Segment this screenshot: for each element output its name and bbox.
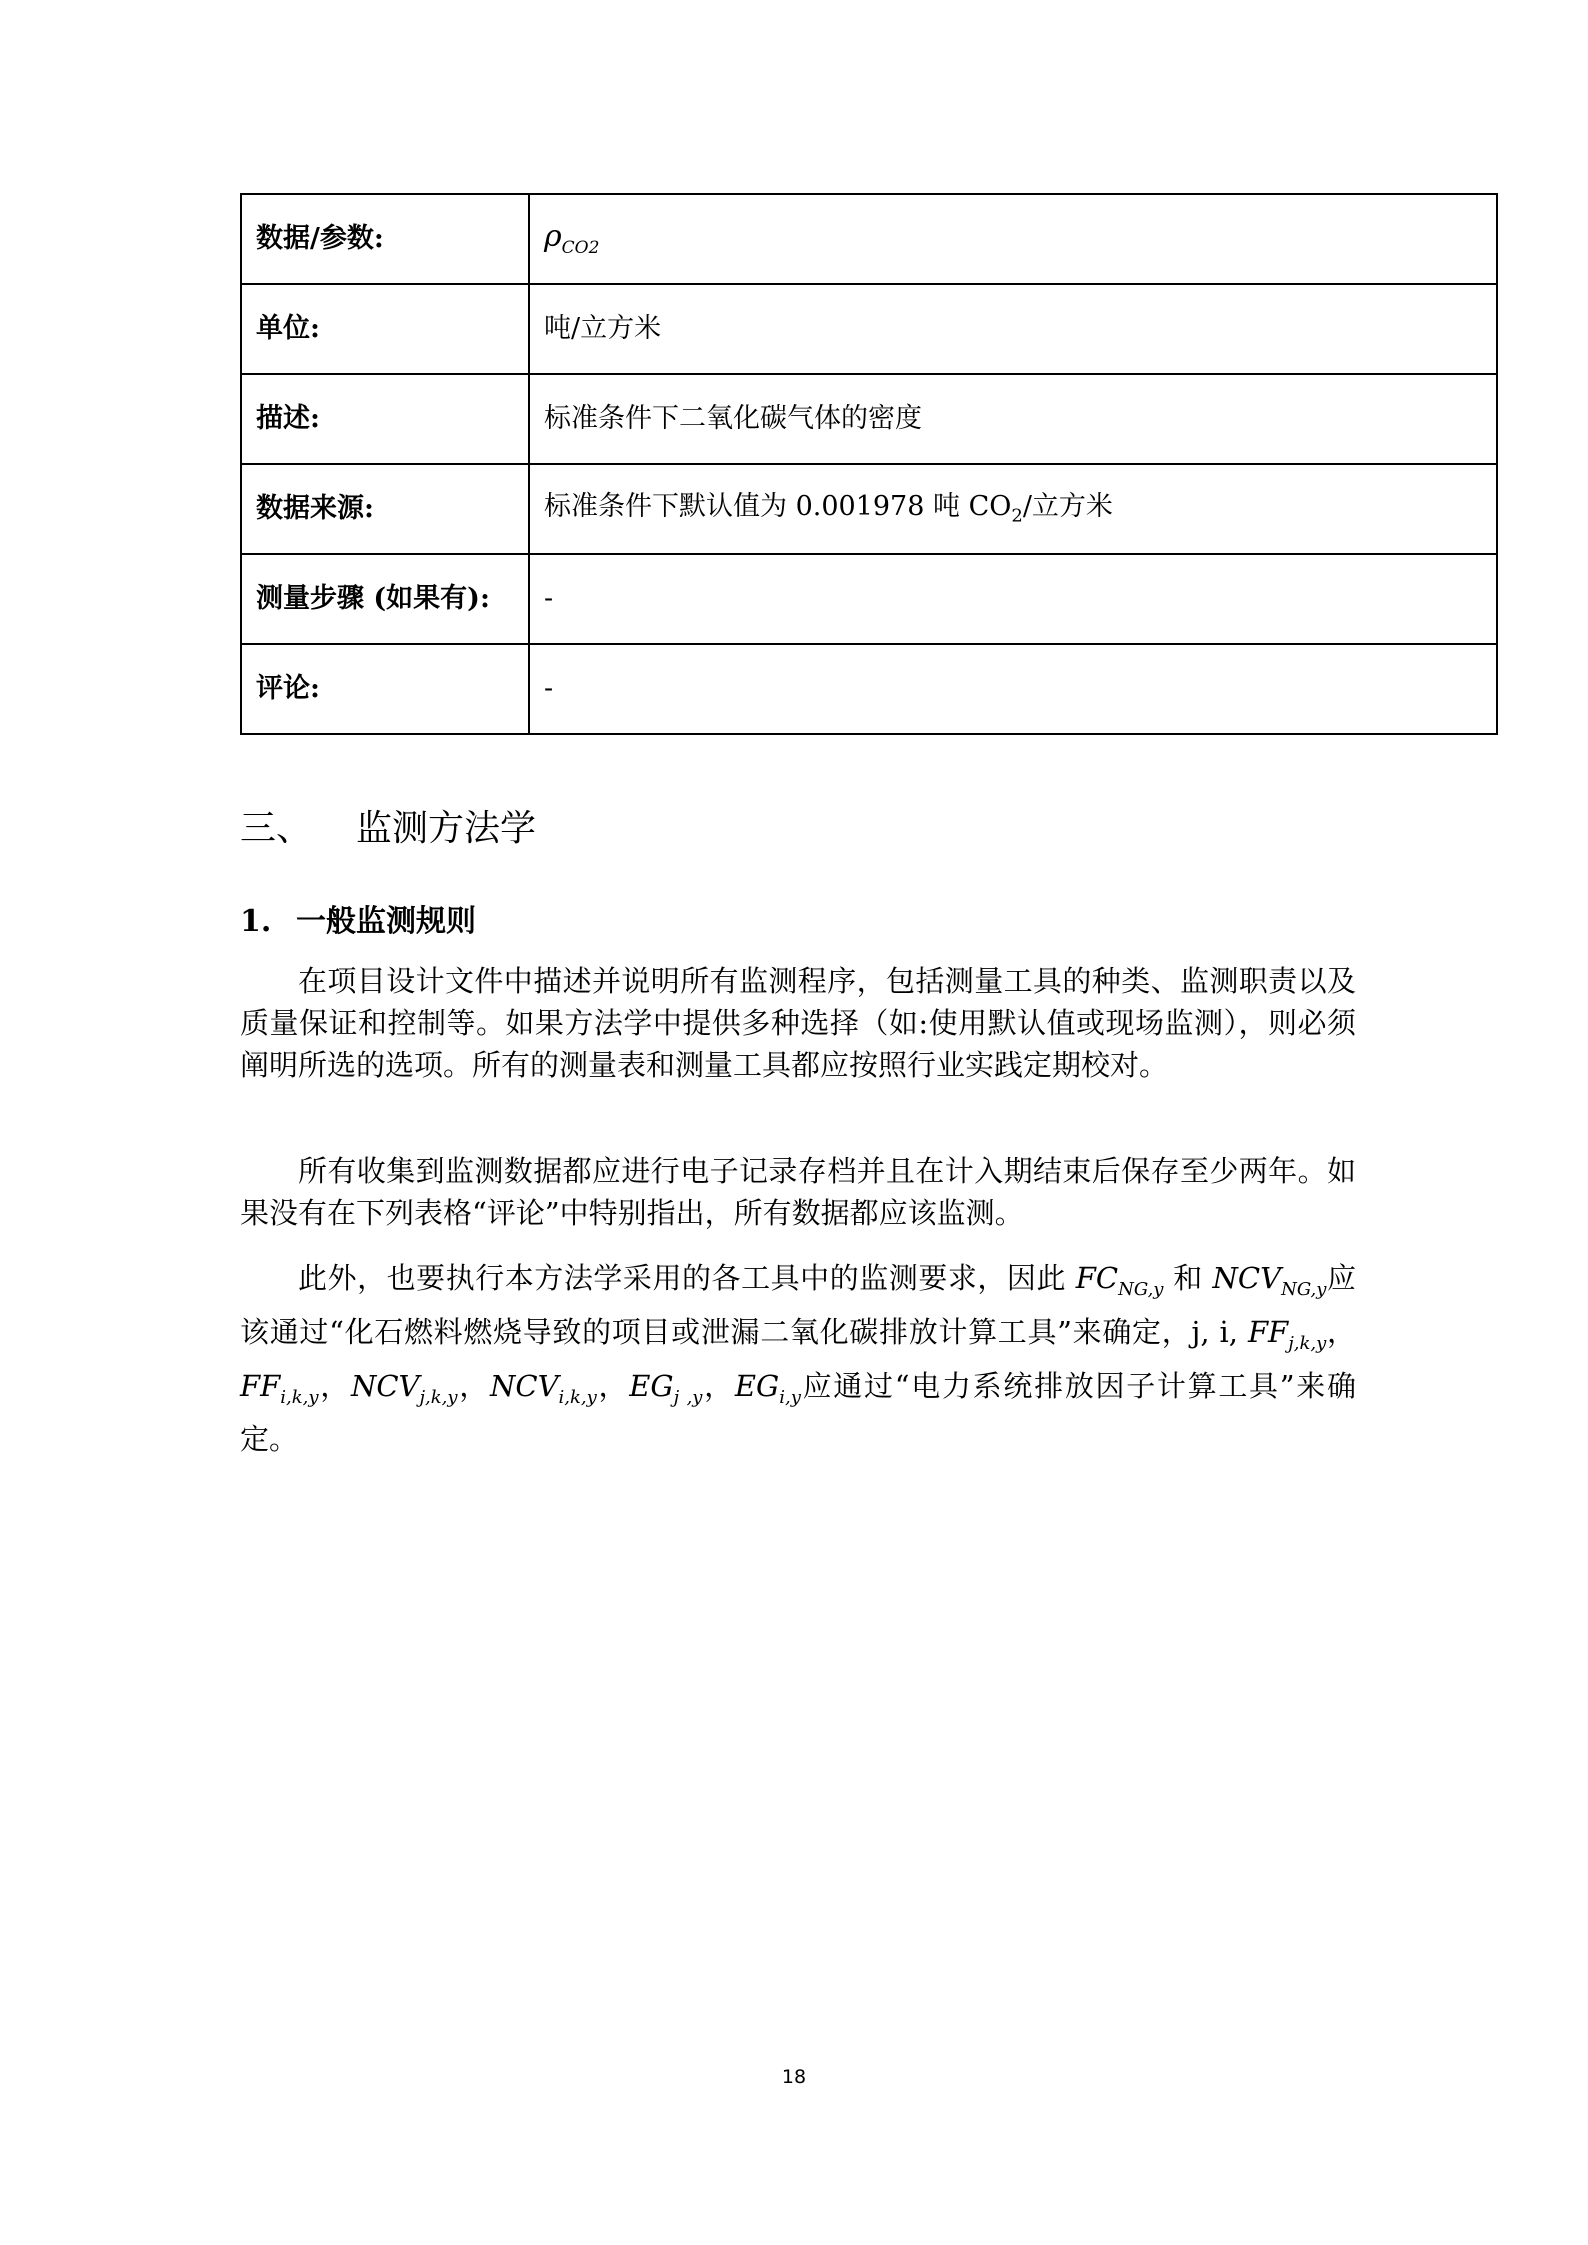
row-label: 评论: [241, 644, 529, 734]
row-value: 标准条件下二氧化碳气体的密度 [529, 374, 1497, 464]
row-label: 单位: [241, 284, 529, 374]
table-row [241, 644, 1497, 734]
row-value: - [529, 554, 1497, 644]
parameter-table [240, 193, 1498, 735]
paragraph-2: 所有收集到监测数据都应进行电子记录存档并且在计入期结束后保存至少两年。如果没有在下列表格“评论”中特别指出，所有数据都应该监测。 [240, 1154, 1356, 1230]
row-value: 标准条件下默认值为 0.001978 吨 $CO_2/$立方米 [529, 464, 1497, 554]
subsection-number: 1. [240, 904, 272, 939]
row-label: 测量步骤 (如果有): [241, 554, 529, 644]
page-number: 18 [781, 2066, 807, 2088]
table-row [241, 554, 1497, 644]
row-label: 数据来源: [241, 464, 529, 554]
table-row [241, 284, 1497, 374]
table-row [241, 464, 1497, 554]
section-heading [240, 800, 536, 851]
row-value: 吨/立方米 [529, 284, 1497, 374]
rho-symbol: $\rho_{CO2}$ [544, 219, 600, 259]
table-row [241, 194, 1497, 284]
paragraph-3: 此外，也要执行本方法学采用的各工具中的监测要求，因此 $FC_{NG,y}$ 和 $NCV_{NG,y}$应该通过“化石燃料燃烧导致的项目或泄漏二氧化碳排放计算工具”来确定，j, i, $FF_{j,k,y}$，$FF_{i,k,y}$，$NCV_{j,k,y}$，$NCV_{i,k,y}$，$EG_{j ,y}$，$EG_{i,y}$应通过“电力系统排放因子计算工具”来确定。 [240, 1261, 1356, 1457]
row-label: 描述: [241, 374, 529, 464]
row-value [529, 194, 1497, 284]
section-number: 三、 [240, 808, 313, 849]
subsection-title: 一般监测规则 [296, 904, 476, 939]
section-title: 监测方法学 [356, 808, 537, 849]
row-value: - [529, 644, 1497, 734]
subsection-heading [240, 896, 476, 940]
row-label: 数据/参数: [241, 194, 529, 284]
paragraph-1: 在项目设计文件中描述并说明所有监测程序，包括测量工具的种类、监测职责以及质量保证和控制等。如果方法学中提供多种选择（如:使用默认值或现场监测），则必须阐明所选的选项。所有的测量表和测量工具都应按照行业实践定期校对。 [240, 964, 1356, 1082]
table-row [241, 374, 1497, 464]
